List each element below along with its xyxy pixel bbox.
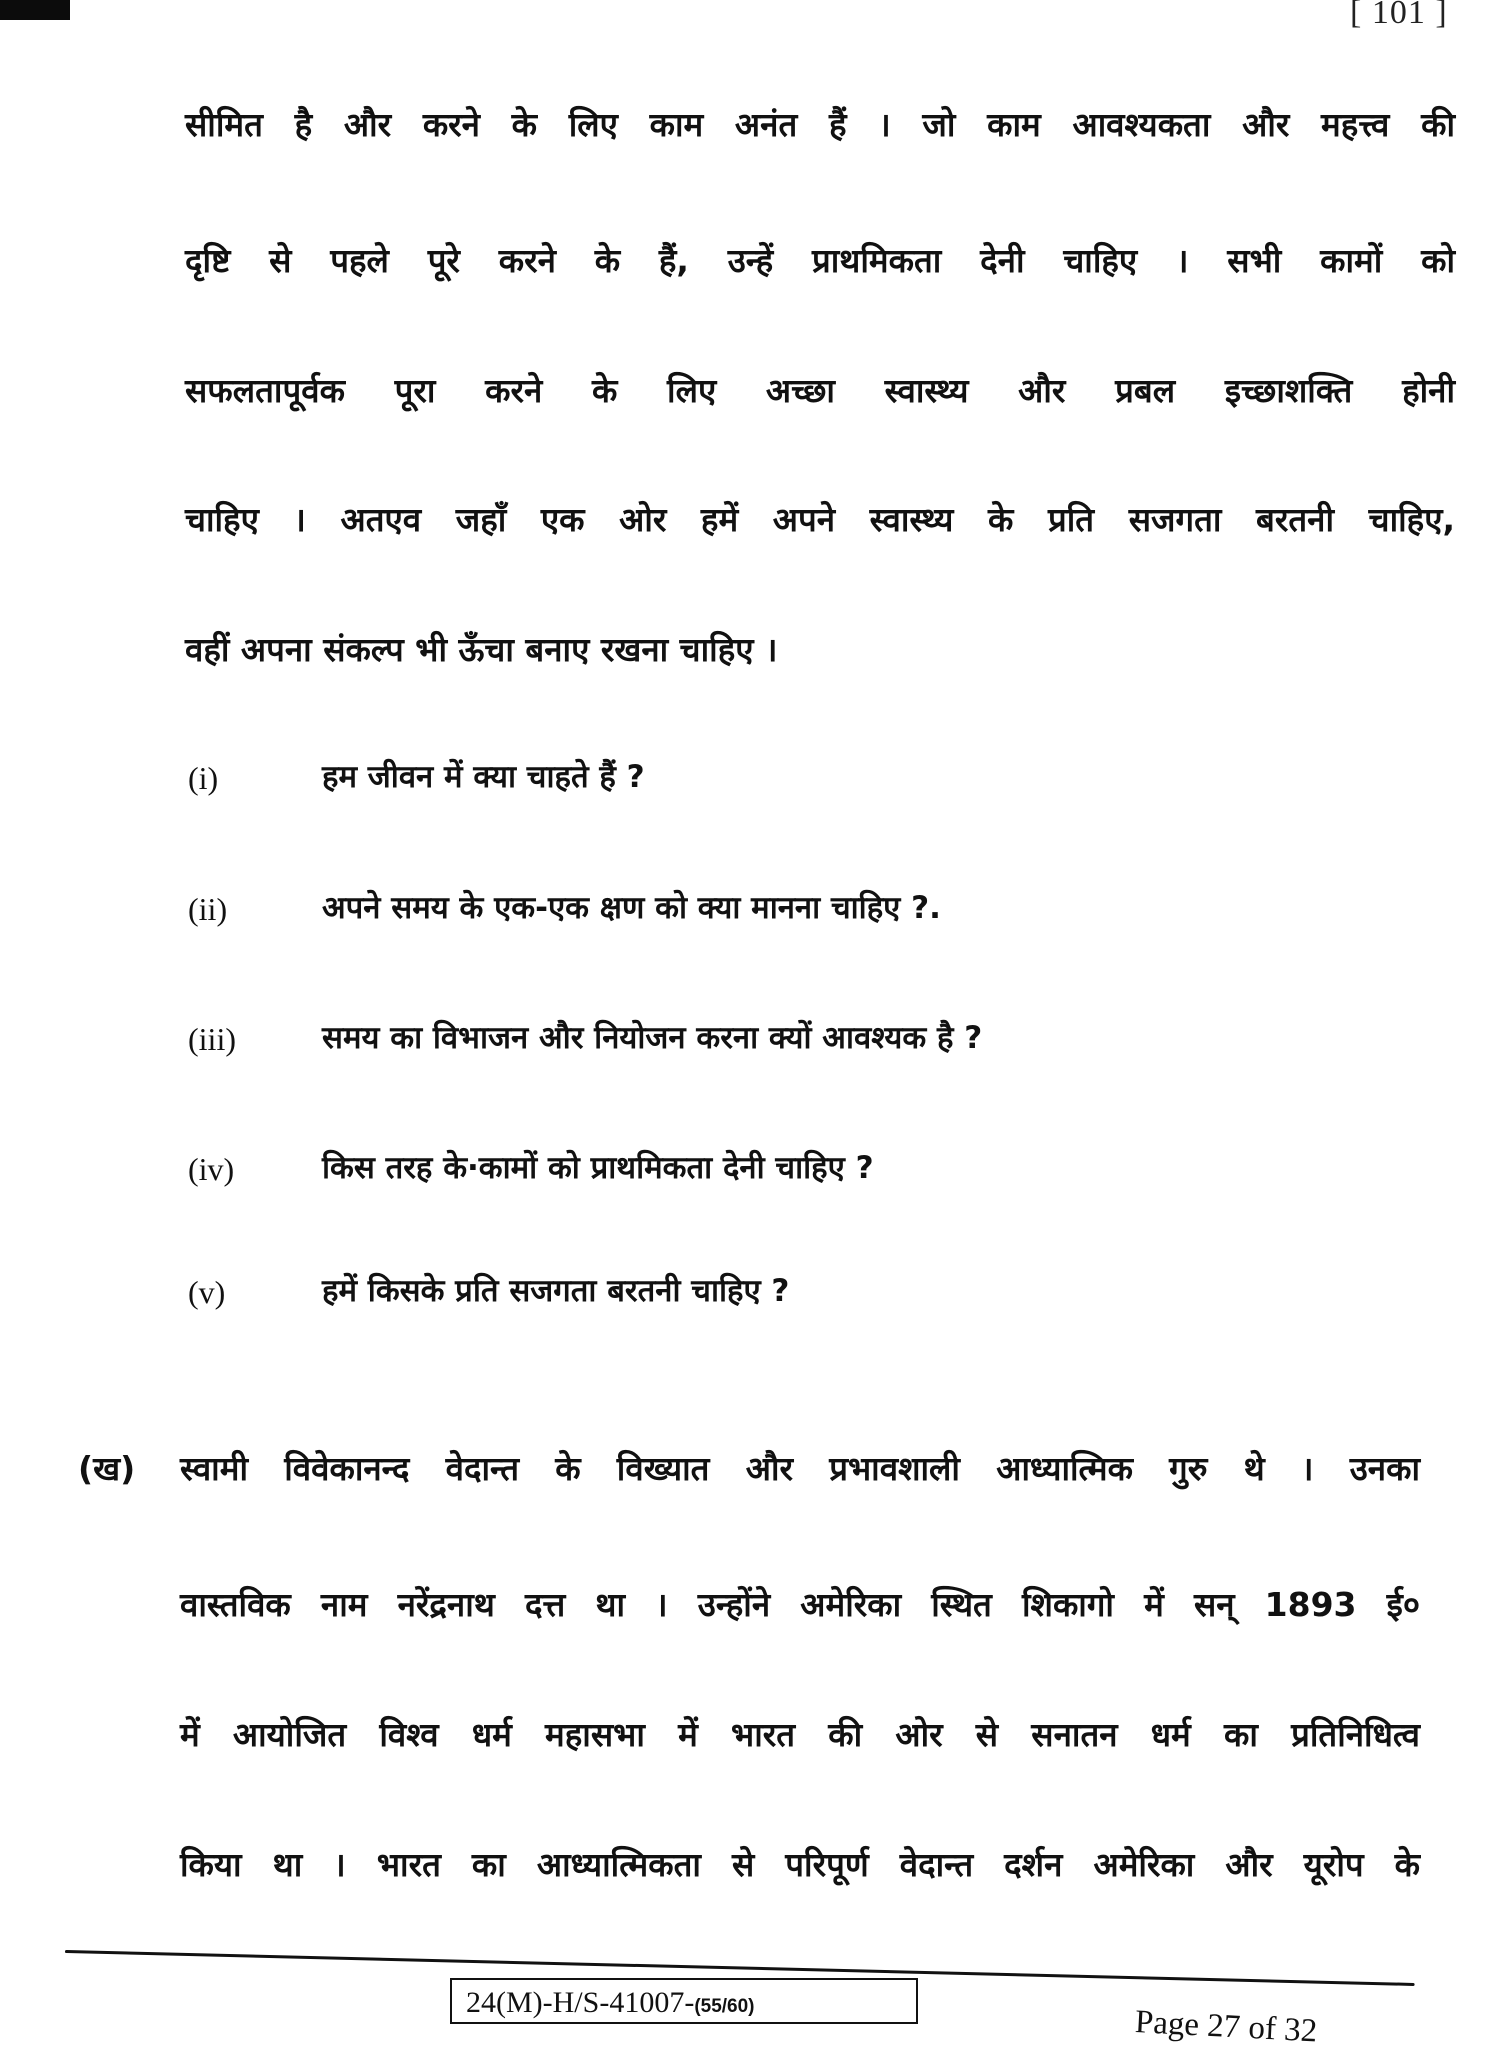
question-number: (i) [188, 760, 219, 796]
passage-line: सीमित है और करने के लिए काम अनंत हैं । जो काम आवश्यकता और महत्त्व की [185, 105, 1455, 144]
question-number: (iv) [188, 1151, 235, 1187]
section-label: (ख) [78, 1449, 136, 1488]
question-text: हमें किसके प्रति सजगता बरतनी चाहिए ? [322, 1273, 790, 1309]
passage-line: चाहिए । अतएव जहाँ एक ओर हमें अपने स्वास्थ्य के प्रति सजगता बरतनी चाहिए, [185, 500, 1455, 539]
page-number: [ 101 ] [1350, 0, 1448, 31]
passage-line: दृष्टि से पहले पूरे करने के हैं, उन्हें प्राथमिकता देनी चाहिए । सभी कामों को [185, 241, 1455, 280]
question-number: (ii) [188, 891, 228, 927]
question-number: (iii) [188, 1021, 236, 1057]
question-text: हम जीवन में क्या चाहते हैं ? [322, 759, 645, 795]
question-text: किस तरह के·कामों को प्राथमिकता देनी चाहिए ? [322, 1150, 874, 1186]
section-line: में आयोजित विश्व धर्म महासभा में भारत की ओर से सनातन धर्म का प्रतिनिधित्व [180, 1715, 1420, 1754]
page-label: Page 27 of 32 [1134, 2004, 1319, 2050]
section-line: किया था । भारत का आध्यात्मिकता से परिपूर्ण वेदान्त दर्शन अमेरिका और यूरोप के [180, 1845, 1420, 1884]
section-line: वास्तविक नाम नरेंद्रनाथ दत्त था । उन्होंने अमेरिका स्थित शिकागो में सन् 1893 ई० [180, 1585, 1420, 1624]
question-text: अपने समय के एक-एक क्षण को क्या मानना चाहिए ?. [322, 890, 941, 926]
passage-line: सफलतापूर्वक पूरा करने के लिए अच्छा स्वास्थ्य और प्रबल इच्छाशक्ति होनी [185, 371, 1455, 410]
paper-code-suffix: (55/60) [694, 1996, 755, 2017]
scan-corner-mark [0, 0, 70, 20]
question-text: समय का विभाजन और नियोजन करना क्यों आवश्यक है ? [322, 1020, 983, 1056]
paper-code: 24(M)-H/S-41007- [466, 1986, 695, 2019]
passage-line: वहीं अपना संकल्प भी ऊँचा बनाए रखना चाहिए । [185, 630, 778, 669]
paper-code-box [450, 1978, 918, 2024]
section-line: स्वामी विवेकानन्द वेदान्त के विख्यात और प्रभावशाली आध्यात्मिक गुरु थे । उनका [180, 1449, 1420, 1488]
question-number: (v) [188, 1274, 226, 1310]
